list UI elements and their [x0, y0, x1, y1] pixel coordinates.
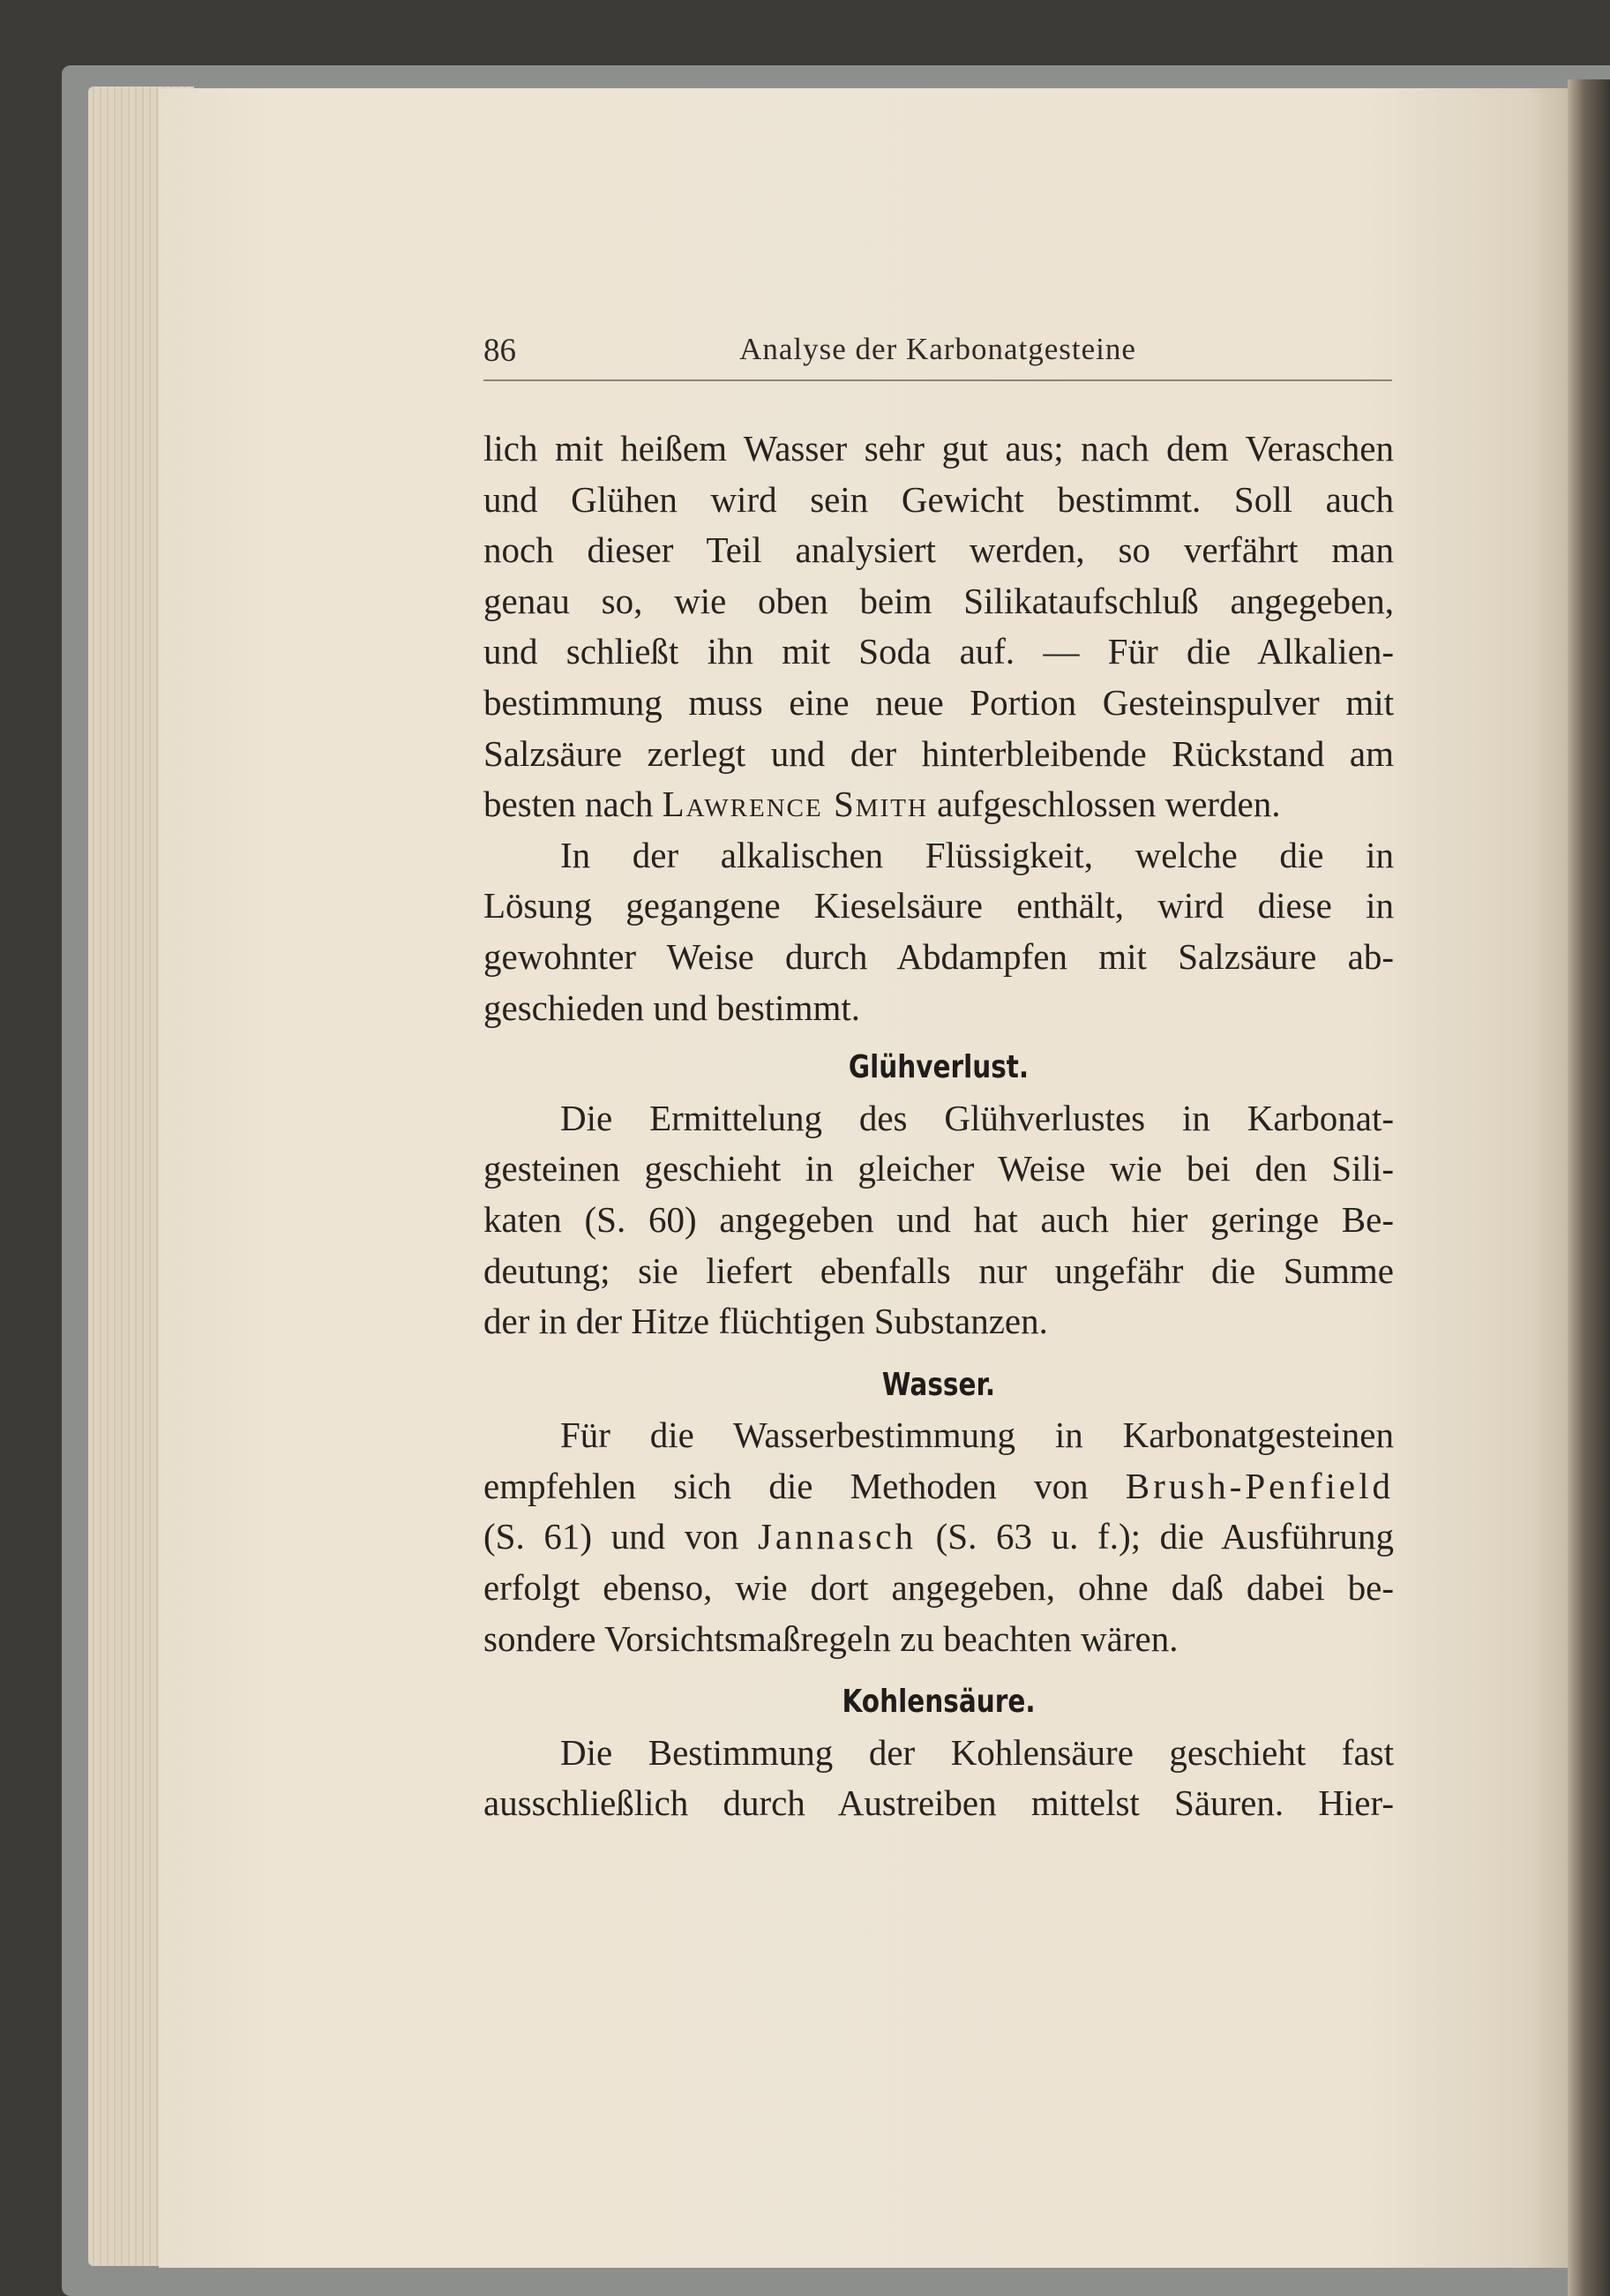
text-line: Für die Wasserbestimmung in Karbonatgesteinen [560, 1414, 1394, 1456]
text-line [483, 779, 1394, 830]
text-line [483, 1461, 1394, 1512]
text-fragment: empfehlen sich die Methoden von [483, 1465, 1126, 1506]
text-line: bestimmung muss eine neue Portion Gesteinspulver mit [483, 681, 1394, 723]
text-line: noch dieser Teil analysiert werden, so verfährt man [483, 529, 1394, 571]
text-line: geschieden und bestimmt. [483, 987, 860, 1028]
section-heading: Glühverlust. [848, 1049, 1030, 1086]
text-line: und schließt ihn mit Soda auf. — Für die Alkalien- [483, 631, 1394, 672]
text-line: der in der Hitze flüchtigen Substanzen. [483, 1301, 1048, 1342]
section-heading: Wasser. [881, 1366, 996, 1403]
text-line: deutung; sie liefert ebenfalls nur ungefähr die Summe [483, 1249, 1394, 1291]
author-name: Jannasch [757, 1516, 917, 1557]
text-line: Salzsäure zerlegt und der hinterbleibende Rückstand am [483, 732, 1394, 774]
page-body [483, 424, 1394, 1829]
book-gutter [1568, 79, 1610, 2296]
section-heading: Kohlensäure. [842, 1684, 1036, 1721]
text-line: sondere Vorsichtsmaßregeln zu beachten wären. [483, 1617, 1179, 1659]
text-line [483, 1512, 1394, 1563]
text-fragment: besten nach [483, 784, 663, 825]
text-line: lich mit heißem Wasser sehr gut aus; nach dem Veraschen [483, 428, 1394, 469]
text-fragment: aufgeschlossen werden. [927, 784, 1281, 825]
author-name: Lawrence Smith [662, 784, 928, 825]
text-line: gewohnter Weise durch Abdampfen mit Salzsäure ab- [483, 935, 1394, 977]
text-line: In der alkalischen Flüssigkeit, welche die in [560, 834, 1394, 875]
text-fragment: (S. 63 u. f.); die Ausführung [916, 1516, 1394, 1557]
text-line: erfolgt ebenso, wie dort angegeben, ohne daß dabei be- [483, 1567, 1394, 1609]
page-number: 86 [483, 333, 516, 369]
text-fragment: (S. 61) und von [483, 1516, 758, 1557]
running-title: Analyse der Karbonatgesteine [739, 332, 1136, 366]
text-line: ausschließlich durch Austreiben mittelst Säuren. Hier- [483, 1782, 1394, 1824]
text-line: katen (S. 60) angegeben und hat auch hier geringe Be- [483, 1198, 1394, 1240]
author-name: Brush-Penfield [1125, 1465, 1394, 1506]
text-line: gesteinen geschieht in gleicher Weise wie bei den Sili- [483, 1148, 1394, 1189]
text-line: und Glühen wird sein Gewicht bestimmt. Soll auch [483, 478, 1394, 520]
text-line: Die Bestimmung der Kohlensäure geschieht fast [560, 1731, 1394, 1773]
text-line: genau so, wie oben beim Silikataufschluß angegeben, [483, 580, 1394, 621]
text-line: Lösung gegangene Kieselsäure enthält, wird diese in [483, 885, 1394, 927]
page-header [483, 328, 1392, 381]
text-line: Die Ermittelung des Glühverlustes in Karbonat- [560, 1097, 1394, 1138]
